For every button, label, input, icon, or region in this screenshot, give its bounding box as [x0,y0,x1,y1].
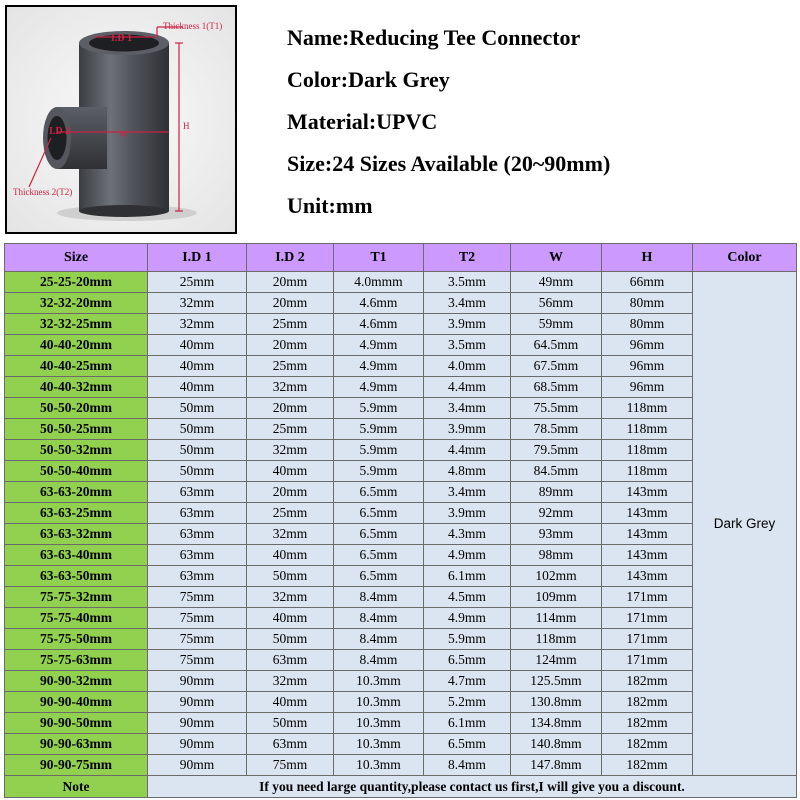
h-cell: 96mm [602,356,693,377]
size-cell: 40-40-25mm [5,356,148,377]
id1-cell: 90mm [148,671,247,692]
t1-cell: 4.6mm [334,293,424,314]
w-cell: 59mm [511,314,602,335]
table-row [5,440,797,461]
t1-cell: 8.4mm [334,650,424,671]
size-cell: 63-63-50mm [5,566,148,587]
w-cell: 140.8mm [511,734,602,755]
id1-cell: 40mm [148,356,247,377]
h-cell: 182mm [602,734,693,755]
label-t2: Thickness 2(T2) [13,187,73,197]
id2-cell: 20mm [247,482,334,503]
size-cell: 32-32-25mm [5,314,148,335]
t1-cell: 4.6mm [334,314,424,335]
t2-cell: 4.9mm [424,545,511,566]
size-cell: 50-50-25mm [5,419,148,440]
h-cell: 171mm [602,629,693,650]
w-cell: 49mm [511,272,602,293]
id2-cell: 25mm [247,314,334,335]
w-cell: 134.8mm [511,713,602,734]
spec-material: Material:UPVC [287,109,438,134]
h-cell: 80mm [602,293,693,314]
size-cell: 90-90-63mm [5,734,148,755]
size-cell: 40-40-20mm [5,335,148,356]
h-cell: 171mm [602,587,693,608]
table-row [5,461,797,482]
id2-cell: 40mm [247,545,334,566]
w-cell: 79.5mm [511,440,602,461]
id2-cell: 75mm [247,755,334,776]
size-cell: 50-50-40mm [5,461,148,482]
t1-cell: 6.5mm [334,503,424,524]
id1-cell: 63mm [148,566,247,587]
size-cell: 40-40-32mm [5,377,148,398]
t2-cell: 3.4mm [424,398,511,419]
w-cell: 125.5mm [511,671,602,692]
id2-cell: 25mm [247,356,334,377]
t2-cell: 3.9mm [424,503,511,524]
table-row [5,482,797,503]
table-row [5,524,797,545]
id2-cell: 50mm [247,566,334,587]
id2-cell: 63mm [247,650,334,671]
t2-cell: 4.4mm [424,377,511,398]
w-cell: 118mm [511,629,602,650]
h-cell: 118mm [602,440,693,461]
size-cell: 90-90-50mm [5,713,148,734]
w-cell: 92mm [511,503,602,524]
h-cell: 143mm [602,524,693,545]
table-row [5,419,797,440]
table-row [5,272,797,293]
w-cell: 64.5mm [511,335,602,356]
t2-cell: 4.9mm [424,608,511,629]
spec-color: Color:Dark Grey [287,67,450,92]
h-cell: 96mm [602,377,693,398]
t2-cell: 4.8mm [424,461,511,482]
t1-cell: 10.3mm [334,734,424,755]
id1-cell: 90mm [148,692,247,713]
header-color: Color [693,244,797,272]
t1-cell: 5.9mm [334,398,424,419]
t1-cell: 5.9mm [334,419,424,440]
id2-cell: 63mm [247,734,334,755]
id1-cell: 50mm [148,419,247,440]
w-cell: 68.5mm [511,377,602,398]
id1-cell: 63mm [148,545,247,566]
table-row [5,755,797,776]
id1-cell: 75mm [148,650,247,671]
id2-cell: 50mm [247,713,334,734]
h-cell: 182mm [602,755,693,776]
note-row [5,776,797,798]
id2-cell: 20mm [247,293,334,314]
t1-cell: 5.9mm [334,440,424,461]
id1-cell: 40mm [148,335,247,356]
size-cell: 90-90-32mm [5,671,148,692]
h-cell: 96mm [602,335,693,356]
t2-cell: 5.9mm [424,629,511,650]
id1-cell: 50mm [148,440,247,461]
id2-cell: 32mm [247,671,334,692]
t2-cell: 4.5mm [424,587,511,608]
h-cell: 182mm [602,713,693,734]
t1-cell: 6.5mm [334,545,424,566]
id2-cell: 25mm [247,419,334,440]
h-cell: 118mm [602,461,693,482]
table-row [5,650,797,671]
table-row [5,293,797,314]
t2-cell: 4.0mm [424,356,511,377]
h-cell: 182mm [602,692,693,713]
id2-cell: 32mm [247,587,334,608]
w-cell: 102mm [511,566,602,587]
t1-cell: 10.3mm [334,671,424,692]
table-row [5,608,797,629]
header-size: Size [5,244,148,272]
id1-cell: 40mm [148,377,247,398]
spec-unit: Unit:mm [287,193,373,218]
id2-cell: 32mm [247,524,334,545]
size-cell: 50-50-20mm [5,398,148,419]
t2-cell: 3.4mm [424,293,511,314]
size-cell: 63-63-32mm [5,524,148,545]
id1-cell: 32mm [148,314,247,335]
table-row [5,335,797,356]
table-row [5,503,797,524]
t1-cell: 8.4mm [334,587,424,608]
id2-cell: 32mm [247,377,334,398]
size-cell: 90-90-75mm [5,755,148,776]
w-cell: 78.5mm [511,419,602,440]
id1-cell: 90mm [148,755,247,776]
table-row [5,713,797,734]
h-cell: 66mm [602,272,693,293]
table-row [5,629,797,650]
table-row [5,566,797,587]
table-row [5,377,797,398]
t2-cell: 3.5mm [424,272,511,293]
label-t1: Thickness 1(T1) [163,21,223,31]
label-w: W [119,129,128,139]
t1-cell: 10.3mm [334,755,424,776]
w-cell: 130.8mm [511,692,602,713]
w-cell: 93mm [511,524,602,545]
table-row [5,398,797,419]
size-cell: 75-75-32mm [5,587,148,608]
label-h: H [183,121,190,131]
table-row [5,671,797,692]
spec-name: Name:Reducing Tee Connector [287,25,581,50]
t1-cell: 8.4mm [334,629,424,650]
spec-size: Size:24 Sizes Available (20~90mm) [287,151,611,176]
size-cell: 25-25-20mm [5,272,148,293]
id1-cell: 50mm [148,398,247,419]
id1-cell: 63mm [148,503,247,524]
size-cell: 50-50-32mm [5,440,148,461]
t1-cell: 10.3mm [334,692,424,713]
table-body [5,272,797,798]
size-cell: 63-63-20mm [5,482,148,503]
w-cell: 124mm [511,650,602,671]
t2-cell: 4.3mm [424,524,511,545]
header-id1: I.D 1 [148,244,247,272]
h-cell: 80mm [602,314,693,335]
size-cell: 75-75-63mm [5,650,148,671]
header-w: W [511,244,602,272]
id2-cell: 40mm [247,692,334,713]
t1-cell: 6.5mm [334,566,424,587]
color-cell: Dark Grey [693,272,797,776]
t2-cell: 8.4mm [424,755,511,776]
h-cell: 143mm [602,566,693,587]
t2-cell: 6.1mm [424,713,511,734]
id1-cell: 63mm [148,524,247,545]
t2-cell: 3.5mm [424,335,511,356]
id1-cell: 50mm [148,461,247,482]
header-t2: T2 [424,244,511,272]
h-cell: 182mm [602,671,693,692]
t1-cell: 10.3mm [334,713,424,734]
product-photo [5,5,237,234]
id2-cell: 20mm [247,272,334,293]
id2-cell: 20mm [247,335,334,356]
w-cell: 98mm [511,545,602,566]
id2-cell: 50mm [247,629,334,650]
id1-cell: 32mm [148,293,247,314]
reducing-tee-illustration [7,7,235,232]
h-cell: 143mm [602,545,693,566]
table-row [5,692,797,713]
id2-cell: 40mm [247,608,334,629]
label-id1: I.D 1 [111,33,133,44]
id1-cell: 90mm [148,734,247,755]
header-t1: T1 [334,244,424,272]
table-row [5,734,797,755]
id2-cell: 20mm [247,398,334,419]
id2-cell: 40mm [247,461,334,482]
h-cell: 118mm [602,419,693,440]
t1-cell: 6.5mm [334,524,424,545]
size-cell: 63-63-40mm [5,545,148,566]
id1-cell: 90mm [148,713,247,734]
size-cell: 90-90-40mm [5,692,148,713]
id1-cell: 75mm [148,608,247,629]
t2-cell: 3.4mm [424,482,511,503]
size-cell: 63-63-25mm [5,503,148,524]
t1-cell: 6.5mm [334,482,424,503]
t2-cell: 5.2mm [424,692,511,713]
t1-cell: 4.9mm [334,335,424,356]
h-cell: 143mm [602,503,693,524]
size-cell: 75-75-40mm [5,608,148,629]
w-cell: 56mm [511,293,602,314]
w-cell: 109mm [511,587,602,608]
t2-cell: 4.7mm [424,671,511,692]
id1-cell: 63mm [148,482,247,503]
t1-cell: 4.9mm [334,356,424,377]
table-header-row [5,244,797,272]
table-row [5,545,797,566]
t2-cell: 4.4mm [424,440,511,461]
label-id2: I.D 2 [49,126,71,137]
t2-cell: 6.5mm [424,650,511,671]
id1-cell: 75mm [148,587,247,608]
header-h: H [602,244,693,272]
t1-cell: 4.9mm [334,377,424,398]
w-cell: 75.5mm [511,398,602,419]
t2-cell: 3.9mm [424,314,511,335]
w-cell: 114mm [511,608,602,629]
h-cell: 143mm [602,482,693,503]
table-row [5,314,797,335]
table-row [5,356,797,377]
w-cell: 67.5mm [511,356,602,377]
header-id2: I.D 2 [247,244,334,272]
size-cell: 75-75-50mm [5,629,148,650]
w-cell: 84.5mm [511,461,602,482]
size-table [4,243,797,798]
w-cell: 89mm [511,482,602,503]
h-cell: 118mm [602,398,693,419]
h-cell: 171mm [602,650,693,671]
id2-cell: 32mm [247,440,334,461]
t2-cell: 6.1mm [424,566,511,587]
t2-cell: 3.9mm [424,419,511,440]
size-cell: 32-32-20mm [5,293,148,314]
t1-cell: 4.0mmm [334,272,424,293]
t1-cell: 8.4mm [334,608,424,629]
id1-cell: 75mm [148,629,247,650]
t2-cell: 6.5mm [424,734,511,755]
table-row [5,587,797,608]
w-cell: 147.8mm [511,755,602,776]
t1-cell: 5.9mm [334,461,424,482]
note-text: If you need large quantity,please contact us first,I will give you a discount. [148,776,797,798]
h-cell: 171mm [602,608,693,629]
id2-cell: 25mm [247,503,334,524]
note-label: Note [5,776,148,798]
spec-list [287,20,610,230]
id1-cell: 25mm [148,272,247,293]
